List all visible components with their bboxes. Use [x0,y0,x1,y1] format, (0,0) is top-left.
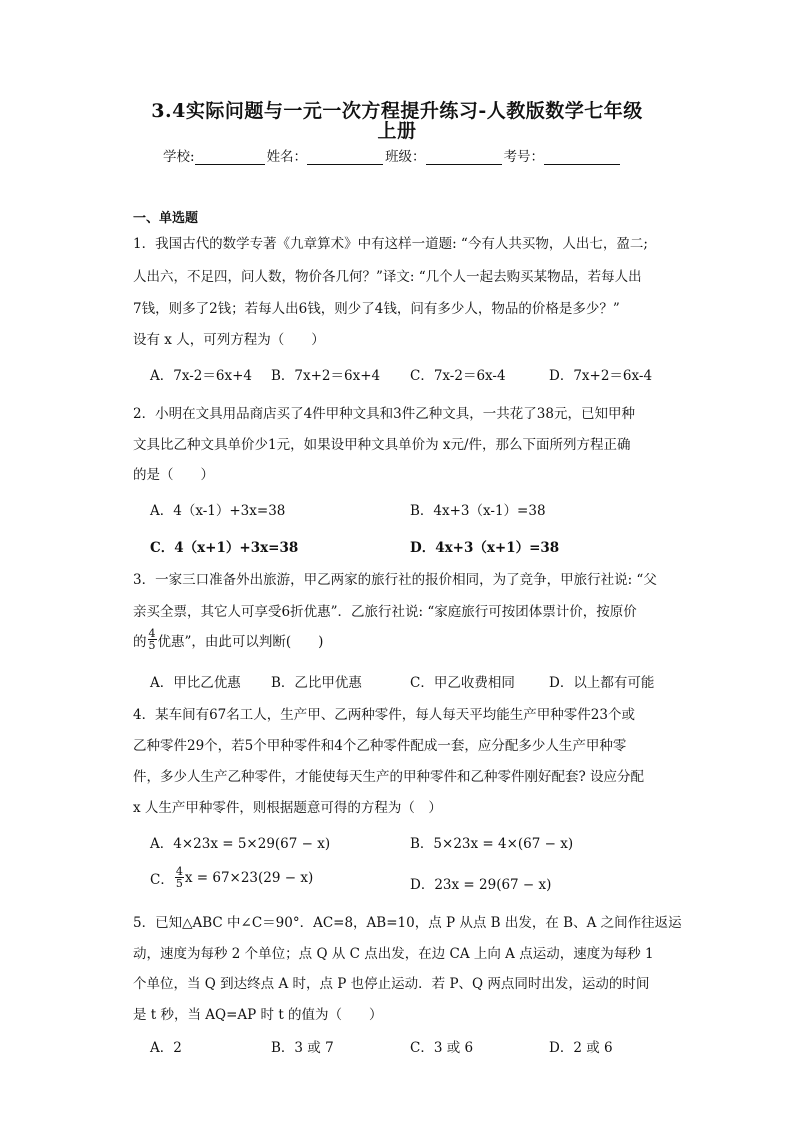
fraction-four-fifths [175,866,184,889]
q4-line-3: 件，多少人生产乙种零件，才能使每天生产的甲种零件和乙种零件刚好配套? 设应分配 [133,769,645,785]
q3-line-3-end: 优惠”，由此可以判断( ) [157,633,324,650]
name-field[interactable] [307,150,383,165]
q3-option-b[interactable]: B．乙比甲优惠 [271,675,362,691]
q5-option-c[interactable]: C．3 或 6 [410,1040,474,1056]
q5-line-1: 5．已知△ABC 中∠C＝90°．AC=8，AB=10，点 P 从点 B 出发，在 B、A 之间作往返运 [133,915,682,931]
q3-line-3-start: 的 [133,633,147,650]
fraction-numerator: 4 [148,627,156,640]
q3-line-2: 亲买全票，其它人可享受6折优惠”．乙旅行社说: “家庭旅行可按团体票计价，按原价 [133,604,637,620]
q3-option-c[interactable]: C．甲乙收费相同 [410,675,515,691]
q3-option-a[interactable]: A．甲比乙优惠 [150,675,241,691]
q1-option-b[interactable]: B．7x+2＝6x+4 [271,368,381,384]
class-field[interactable] [426,150,502,165]
q4-option-b[interactable]: B．5×23x = 4×(67 − x) [410,836,574,852]
q5-option-b[interactable]: B．3 或 7 [271,1040,334,1056]
q1-option-a[interactable]: A．7x-2＝6x+4 [150,368,252,384]
q4-line-4: x 人生产甲种零件，则根据题意可得的方程为（ ） [133,800,442,816]
q2-line-1: 2．小明在文具用品商店买了4件甲种文具和3件乙种文具，一共花了38元，已知甲种 [133,406,635,422]
title-line-2: 上册 [377,120,417,142]
title-line-1: 3.4实际问题与一元一次方程提升练习-人教版数学七年级 [151,100,643,122]
fraction-denominator: 5 [148,639,156,652]
exam-no-field[interactable] [544,150,620,165]
q4-line-2: 乙种零件29个，若5个甲种零件和4个乙种零件配成一套，应分配多少人生产甲种零 [133,738,627,754]
q1-option-d[interactable]: D．7x+2＝6x-4 [549,368,653,384]
school-label: 学校: [163,149,195,165]
name-label: 姓名： [266,149,308,165]
school-field[interactable] [195,150,265,165]
q2-option-a[interactable]: A．4（x-1）+3x=38 [150,503,286,519]
q5-line-2: 动，速度为每秒 2 个单位；点 Q 从 C 点出发，在边 CA 上向 A 点运动，速度为每秒 1 [133,946,654,962]
q4-option-a[interactable]: A．4×23x = 5×29(67 − x) [150,836,331,852]
q2-option-c[interactable]: C．4（x+1）+3x=38 [150,540,299,556]
q4-option-c-prefix: C． [150,871,174,888]
section-title: 一、单选题 [133,211,199,226]
fraction-four-fifths [148,628,157,651]
q2-line-2: 文具比乙种文具单价少1元，如果设甲种文具单价为 x元/件，那么下面所列方程正确 [133,437,631,453]
q3-line-3 [133,628,323,651]
q5-line-3: 个单位，当 Q 到达终点 A 时，点 P 也停止运动．若 P、Q 两点同时出发，运动的时间 [133,976,650,992]
student-info-row [163,145,622,165]
fraction-numerator: 4 [175,865,183,878]
q5-option-d[interactable]: D．2 或 6 [549,1040,613,1056]
fraction-denominator: 5 [175,877,183,890]
q4-option-c[interactable] [150,866,313,889]
class-label: 班级： [385,149,426,165]
q1-line-4: 设有 x 人，可列方程为（ ） [133,332,325,348]
q1-line-1: 1．我国古代的数学专著《九章算术》中有这样一道题: “今有人共买物，人出七，盈二; [133,236,648,252]
q2-option-d[interactable]: D．4x+3（x+1）=38 [410,540,560,556]
q5-option-a[interactable]: A．2 [150,1040,182,1056]
q1-line-2: 人出六，不足四，问人数，物价各几何？”译文: “几个人一起去购买某物品，若每人出 [133,269,642,285]
q4-option-c-expr: x = 67×23(29 − x) [184,869,314,886]
exam-no-label: 考号： [503,149,545,165]
q4-option-d[interactable]: D．23x = 29(67 − x) [410,877,552,893]
q2-option-b[interactable]: B．4x+3（x-1）=38 [410,503,546,519]
q1-line-3: 7钱，则多了2钱；若每人出6钱，则少了4钱，问有多少人，物品的价格是多少？” [133,301,620,317]
q1-option-c[interactable]: C．7x-2＝6x-4 [410,368,506,384]
q5-line-4: 是 t 秒，当 AQ=AP 时 t 的值为（ ） [133,1007,383,1023]
q3-option-d[interactable]: D．以上都有可能 [549,675,655,691]
q2-line-3: 的是（ ） [133,467,214,483]
q4-line-1: 4．某车间有67名工人，生产甲、乙两种零件，每人每天平均能生产甲种零件23个或 [133,707,635,723]
q3-line-1: 3．一家三口准备外出旅游，甲乙两家的旅行社的报价相同，为了竞争，甲旅行社说: “父 [133,572,657,588]
